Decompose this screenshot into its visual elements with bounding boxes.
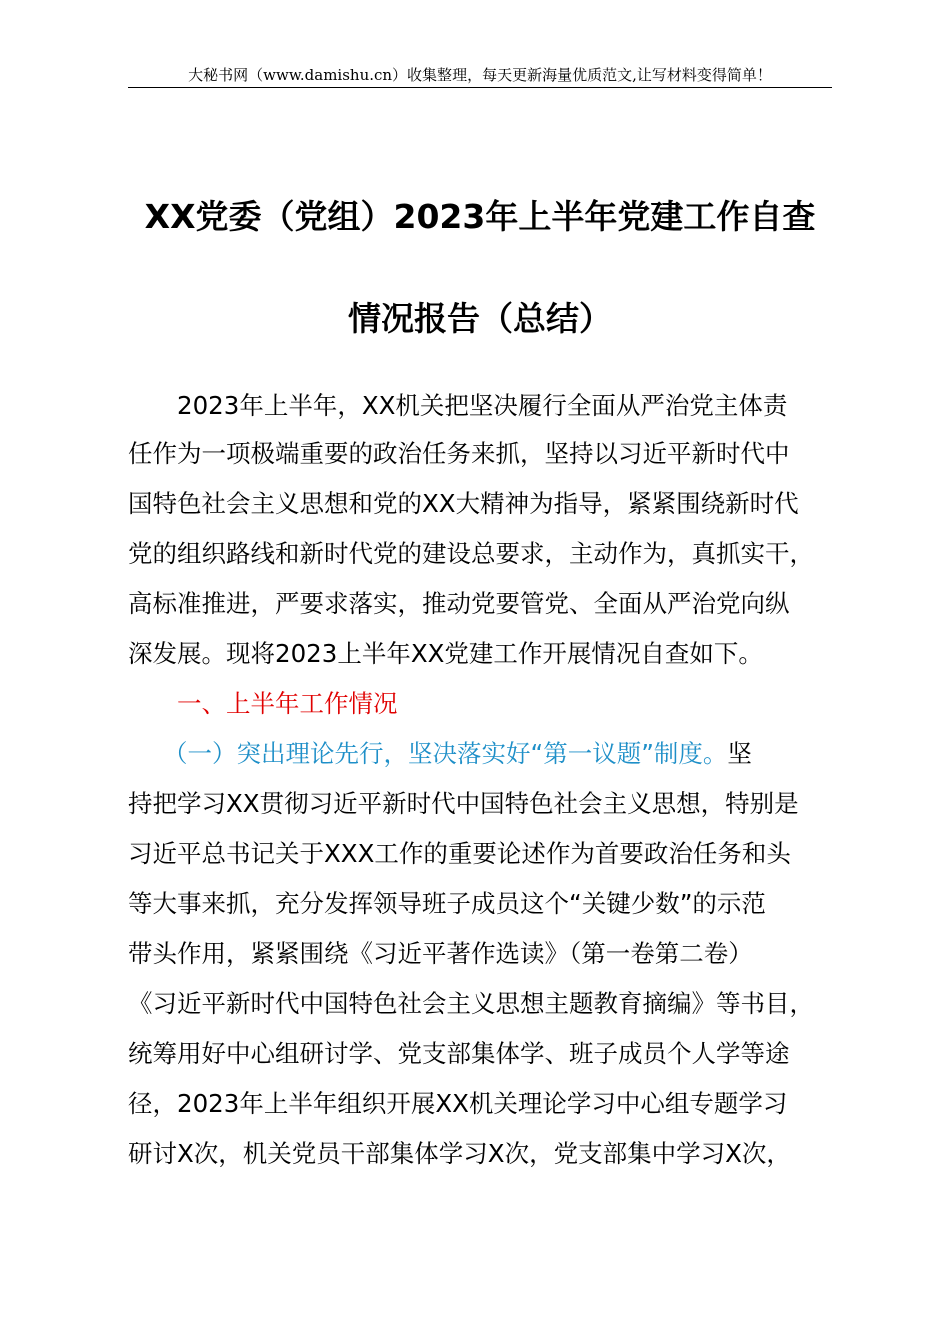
header-rule <box>128 87 832 88</box>
subsection-line: 径，2023年上半年组织开展XX机关理论学习中心组专题学习 <box>128 1089 788 1118</box>
intro-line: 2023年上半年，XX机关把坚决履行全面从严治党主体责 <box>177 391 788 420</box>
section-heading: 一、上半年工作情况 <box>177 689 398 718</box>
subsection-line: 《习近平新时代中国特色社会主义思想主题教育摘编》等书目， <box>128 989 814 1018</box>
header-note: 大秘书网（www.damishu.cn）收集整理，每天更新海量优质范文,让写材料变得简单！ <box>188 66 772 84</box>
intro-line: 任作为一项极端重要的政治任务来抓，坚持以习近平新时代中 <box>128 439 790 468</box>
subsection-line: 持把学习XX贯彻习近平新时代中国特色社会主义思想，特别是 <box>128 789 799 818</box>
subsection-line: 带头作用，紧紧围绕《习近平著作选读》（第一卷第二卷） <box>128 939 753 968</box>
page-title-line2: 情况报告（总结） <box>348 299 612 338</box>
subsection-line: 等大事来抓，充分发挥领导班子成员这个“关键少数”的示范 <box>128 889 766 918</box>
intro-line: 深发展。现将2023上半年XX党建工作开展情况自查如下。 <box>128 639 763 668</box>
intro-line: 高标准推进，严要求落实，推动党要管党、全面从严治党向纵 <box>128 589 790 618</box>
intro-line: 党的组织路线和新时代党的建设总要求，主动作为，真抓实干， <box>128 539 814 568</box>
intro-line: 国特色社会主义思想和党的XX大精神为指导，紧紧围绕新时代 <box>128 489 799 518</box>
subsection-line: 习近平总书记关于XXX工作的重要论述作为首要政治任务和头 <box>128 839 791 868</box>
subsection-line: 研讨X次，机关党员干部集体学习X次，党支部集中学习X次， <box>128 1139 791 1168</box>
page-title: XX党委（党组）2023年上半年党建工作自查 <box>144 197 816 236</box>
subsection-first-tail: 坚 <box>727 739 752 768</box>
subsection-line: 统筹用好中心组研讨学、党支部集体学、班子成员个人学等途 <box>128 1039 790 1068</box>
subsection-heading: （一）突出理论先行，坚决落实好“第一议题”制度。 <box>163 739 728 768</box>
subsection-first-line <box>163 736 752 772</box>
